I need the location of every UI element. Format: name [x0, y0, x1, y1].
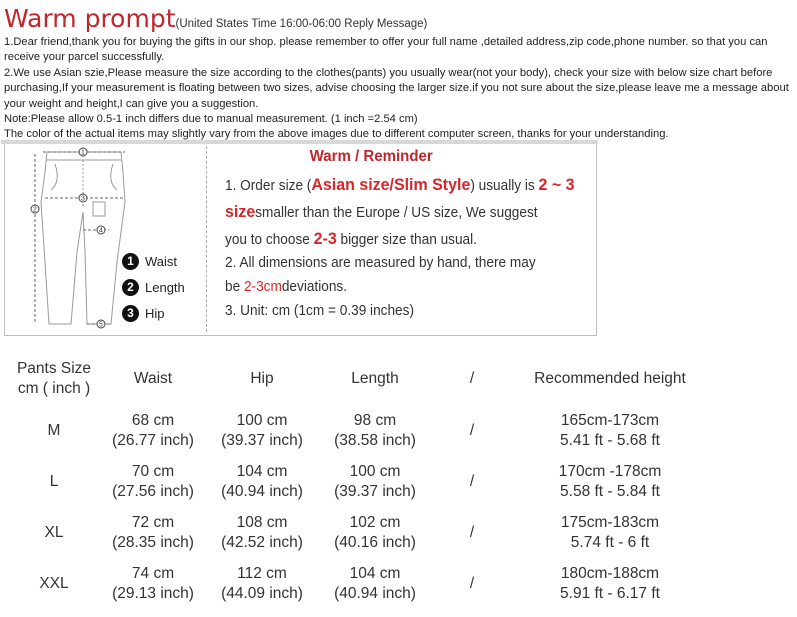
- cell-length-cm: 100 cm: [349, 462, 401, 480]
- size-table: [4, 353, 704, 609]
- cell-hip-in: (44.09 inch): [221, 584, 303, 602]
- cell-waist: [104, 405, 202, 456]
- table-row: [4, 405, 704, 456]
- cell-height-cm: 180cm-188cm: [560, 564, 660, 582]
- cell-length: [322, 507, 428, 558]
- cell-hip: [202, 456, 322, 507]
- legend-length: [122, 279, 185, 296]
- reminder-l3b: 2-3: [313, 229, 337, 248]
- cell-hip: [202, 405, 322, 456]
- header-size-line1: Pants Size: [16, 360, 92, 377]
- reminder-l1c: ) usually is: [470, 178, 539, 194]
- cell-hip: [202, 558, 322, 609]
- cell-length-in: (39.37 inch): [334, 482, 416, 500]
- legend-hip: [122, 305, 165, 322]
- reminder-l3a: you to choose: [225, 232, 314, 248]
- cell-slash: /: [469, 421, 475, 439]
- cell-hip: [202, 507, 322, 558]
- header-hip: Hip: [250, 370, 274, 387]
- header-waist: Waist: [133, 370, 173, 387]
- cell-length-in: (40.94 inch): [334, 584, 416, 602]
- notes: [4, 35, 794, 143]
- cell-hip-cm: 112 cm: [237, 564, 287, 582]
- cell-waist: [104, 456, 202, 507]
- legend-num-2: 2: [122, 279, 139, 296]
- cell-height: [516, 558, 704, 609]
- reminder-l5c: deviations.: [281, 279, 348, 295]
- cell-waist-in: (26.77 inch): [112, 431, 194, 449]
- reminder-line-4: 2. All dimensions are measured by hand, there may: [225, 255, 536, 271]
- note-1: 1.Dear friend,thank you for buying the gifts in our shop. please remember to offer your full name ,detailed address,zip code,phone number. so that you can receive your parcel successfully.: [4, 36, 768, 64]
- cell-length: [322, 558, 428, 609]
- reminder-title: Warm / Reminder: [309, 148, 433, 165]
- cell-slash: /: [469, 523, 475, 541]
- cell-length-in: (40.16 inch): [334, 533, 416, 551]
- cell-height-cm: 175cm-183cm: [560, 513, 660, 531]
- cell-length: [322, 456, 428, 507]
- cell-length-in: (38.58 inch): [334, 431, 416, 449]
- cell-height-ft: 5.41 ft - 5.68 ft: [560, 431, 660, 449]
- cell-waist: [104, 507, 202, 558]
- note-2: 2.We use Asian szie,Please measure the size according to the clothes(pants) you usually wear(not your body), check your size with below size chart before purchasing,If your measurement is floating between two sizes, advise choosing the larger size.if you not sure about the size,please leave me a message about your weight and height,I can give you a suggestion.: [4, 66, 789, 110]
- cell-hip-cm: 108 cm: [236, 513, 288, 531]
- legend-num-1: 1: [122, 253, 139, 270]
- legend-num-3: 3: [122, 305, 139, 322]
- cell-height: [516, 405, 704, 456]
- header-slash: /: [469, 370, 475, 387]
- marker-3: 3: [81, 195, 85, 203]
- title-row: [4, 4, 794, 34]
- panel-divider: [206, 146, 207, 332]
- cell-length-cm: 98 cm: [353, 411, 397, 429]
- cell-slash: /: [469, 472, 475, 490]
- legend-label-hip: Hip: [145, 306, 165, 322]
- cell-hip-cm: 104 cm: [236, 462, 288, 480]
- table-row: [4, 507, 704, 558]
- cell-slash: /: [469, 574, 475, 592]
- reminder-l1a: 1. Order size (: [225, 178, 312, 194]
- cell-waist-cm: 74 cm: [131, 564, 175, 582]
- cell-waist-cm: 70 cm: [131, 462, 175, 480]
- header-length: Length: [351, 370, 399, 387]
- header-height: Recommended height: [534, 370, 686, 387]
- table-row: [4, 456, 704, 507]
- cell-hip-in: (40.94 inch): [221, 482, 303, 500]
- reminder-line-2: [225, 202, 538, 222]
- header-size-line2: cm ( inch ): [17, 380, 91, 397]
- cell-height-ft: 5.74 ft - 6 ft: [570, 533, 650, 551]
- cell-height-ft: 5.91 ft - 6.17 ft: [560, 584, 660, 602]
- marker-1: 1: [81, 149, 85, 157]
- cell-hip-cm: 100 cm: [236, 411, 288, 429]
- reminder-l3c: bigger size than usual.: [336, 232, 477, 248]
- reminder-panel: [4, 141, 597, 336]
- reminder-l1d: 2 ~ 3: [538, 175, 575, 194]
- reminder-line-3: [225, 229, 477, 249]
- cell-size: XL: [44, 523, 64, 541]
- cell-length: [322, 405, 428, 456]
- cell-waist-in: (29.13 inch): [112, 584, 194, 602]
- header-size: [4, 353, 104, 405]
- cell-waist: [104, 558, 202, 609]
- cell-size: L: [49, 472, 59, 490]
- note-3: Note:Please allow 0.5-1 inch differs due to manual measurement. (1 inch =2.54 cm): [4, 113, 418, 126]
- reminder-line-5: [225, 279, 347, 295]
- reminder-line-1: [225, 175, 575, 195]
- cell-waist-in: (27.56 inch): [112, 482, 194, 500]
- legend-label-waist: Waist: [145, 254, 178, 270]
- cell-height-cm: 170cm -178cm: [558, 462, 662, 480]
- reminder-l2b: smaller than the Europe / US size, We suggest: [255, 205, 538, 221]
- legend-waist: [122, 253, 177, 270]
- table-row: [4, 558, 704, 609]
- marker-2: 2: [33, 206, 37, 214]
- cell-size: M: [47, 421, 61, 439]
- reminder-l1b: Asian size/Slim Style: [311, 175, 471, 194]
- cell-hip-in: (39.37 inch): [221, 431, 303, 449]
- reminder-line-6: 3. Unit: cm (1cm = 0.39 inches): [225, 303, 414, 319]
- cell-length-cm: 102 cm: [349, 513, 401, 531]
- cell-waist-in: (28.35 inch): [112, 533, 194, 551]
- legend-label-length: Length: [145, 280, 185, 296]
- pants-illustration: [5, 142, 205, 335]
- reminder-l2a: size: [225, 202, 256, 221]
- cell-height-ft: 5.58 ft - 5.84 ft: [560, 482, 660, 500]
- header: [4, 4, 794, 143]
- reminder-l5a: be: [225, 279, 244, 295]
- cell-height-cm: 165cm-173cm: [560, 411, 660, 429]
- cell-hip-in: (42.52 inch): [221, 533, 303, 551]
- cell-height: [516, 507, 704, 558]
- reminder-l5b: 2-3cm: [243, 279, 282, 295]
- table-header: [4, 353, 704, 405]
- cell-size: XXL: [39, 574, 69, 592]
- marker-4: 4: [99, 227, 103, 235]
- page-title: Warm prompt: [4, 4, 176, 33]
- page-subtitle: (United States Time 16:00-06:00 Reply Message): [175, 18, 428, 30]
- marker-5: 5: [99, 321, 103, 329]
- cell-length-cm: 104 cm: [349, 564, 401, 582]
- cell-waist-cm: 72 cm: [131, 513, 175, 531]
- cell-waist-cm: 68 cm: [131, 411, 175, 429]
- note-4: The color of the actual items may slightly vary from the above images due to different computer screen, thanks for your understanding.: [4, 128, 669, 141]
- cell-height: [516, 456, 704, 507]
